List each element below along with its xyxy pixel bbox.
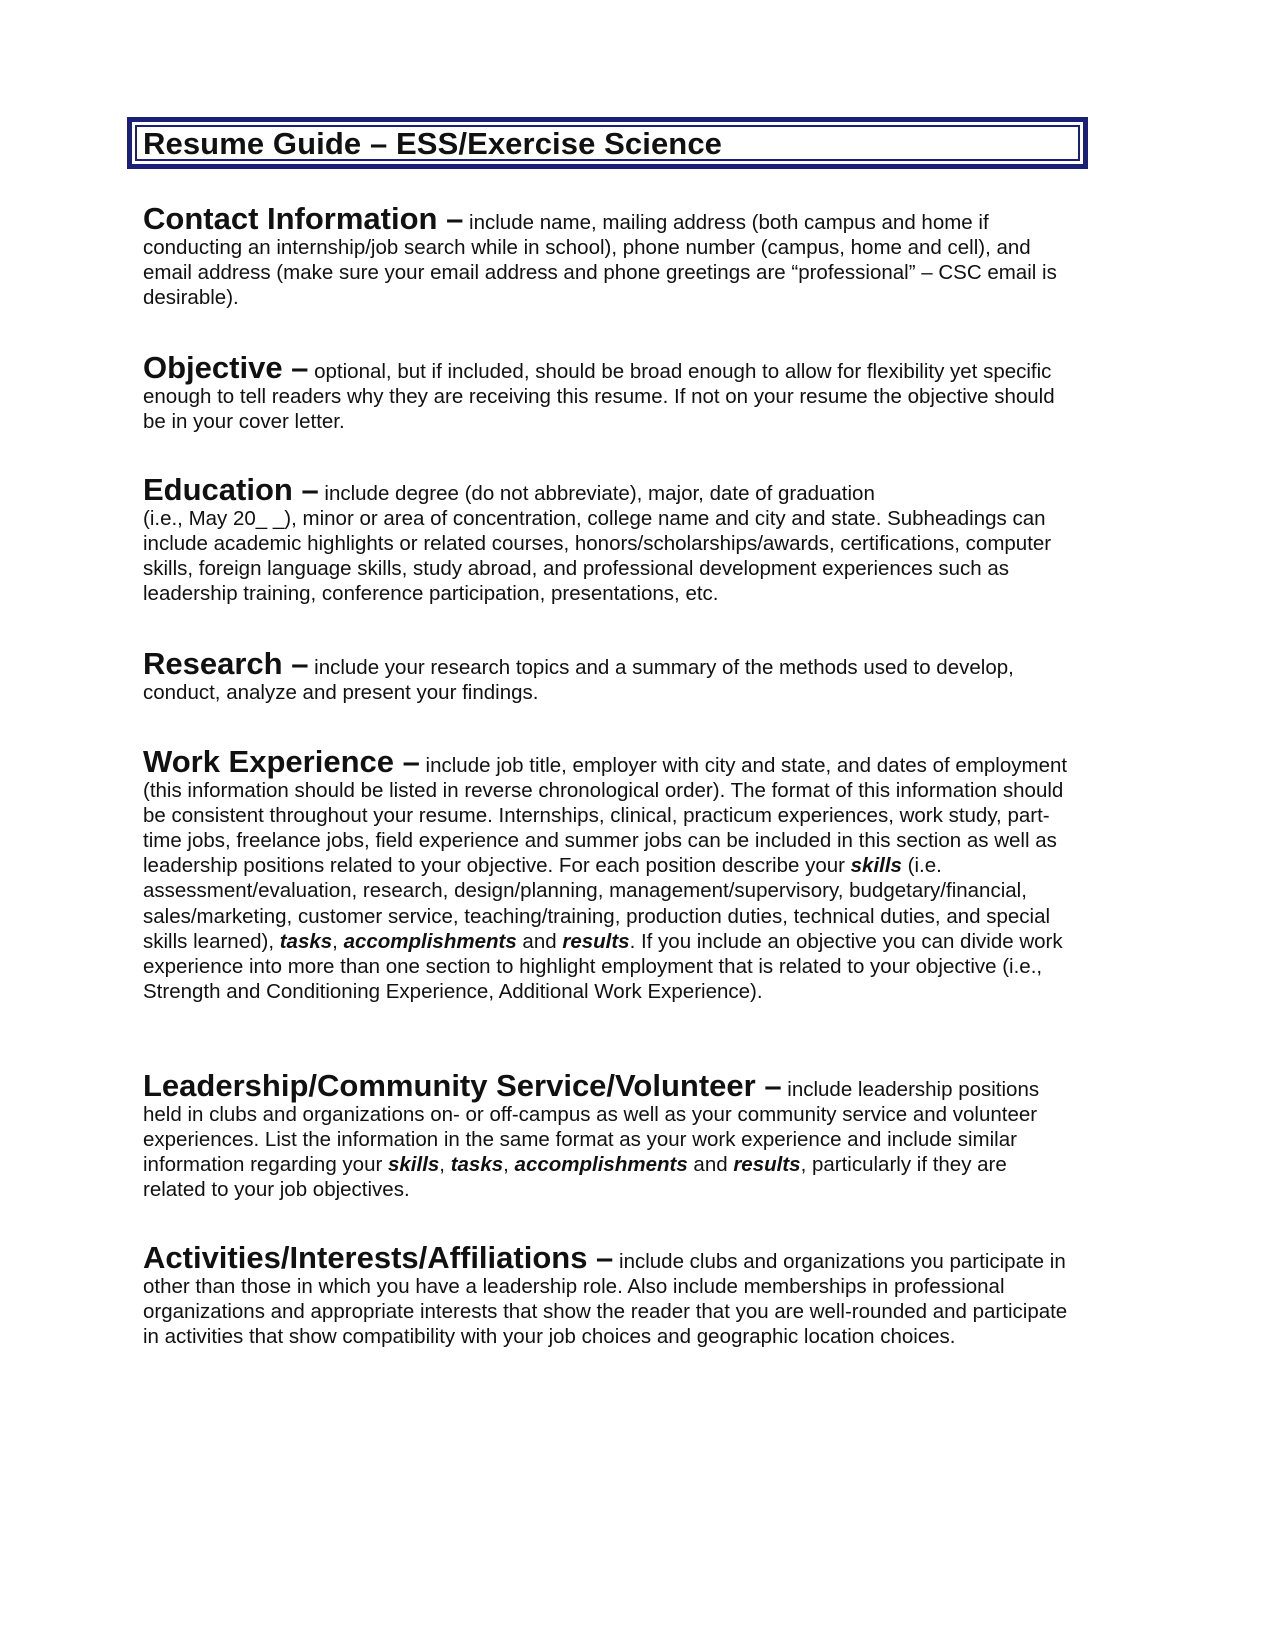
section-body-first-line: include degree (do not abbreviate), major, date of graduation <box>318 482 875 505</box>
page-title: Resume Guide – ESS/Exercise Science <box>143 126 723 161</box>
section-heading: Research – <box>143 646 309 681</box>
section-body: include name, mailing address (both campus and home if conducting an internship/job search while in school), phone number (campus, home and cell), and email address (make sure your email address and phone greetings are “professional” – CSC email is desirable). <box>143 211 1057 310</box>
section-body: (i.e., May 20_ _), minor or area of concentration, college name and city and state. Subheadings can include academic highlights or related courses, honors/scholarships/awards, certifications, computer skills, foreign language skills, study abroad, and professional development experiences such as leadership training, conference participation, presentations, etc. <box>143 507 1052 606</box>
emphasis-accomplishments: accomplishments <box>514 1153 688 1177</box>
section-body: (i.e. assessment/evaluation, research, design/planning, management/supervisory, budgetary/financial, sales/marketing, customer service, teaching/training, production duties, technical duties, and special skills learned), <box>143 854 1051 953</box>
section-body: include job title, employer with city and state, and dates of employment (this information should be listed in reverse chronological order). The format of this information should be consistent throughout your resume. Internships, clinical, practicum experiences, work study, part-time jobs, freelance jobs, field experience and summer jobs can be included in this section as well as leadership positions related to your objective. For each position describe your <box>143 754 1068 878</box>
section-heading: Activities/Interests/Affiliations – <box>143 1240 614 1275</box>
separator: , <box>503 1153 515 1177</box>
section-body: and <box>516 929 563 953</box>
section-body: , particularly if they are related to your job objectives. <box>143 1153 1007 1202</box>
section-body: optional, but if included, should be broad enough to allow for flexibility yet specific enough to tell readers why they are receiving this resume. If not on your resume the objective should be in your cover letter. <box>143 360 1055 434</box>
section-leadership-community-service <box>143 1068 1073 1202</box>
emphasis-results: results <box>733 1153 801 1177</box>
separator: , <box>439 1153 451 1177</box>
separator: and <box>687 1153 734 1177</box>
section-activities-interests-affiliations <box>143 1240 1073 1349</box>
emphasis-accomplishments: accomplishments <box>343 929 517 953</box>
section-body: include leadership positions held in clubs and organizations on- or off-campus as well as your community service and volunteer experiences. List the information in the same format as your work experience and include similar information regarding your <box>143 1078 1040 1177</box>
section-heading: Work Experience – <box>143 744 420 779</box>
section-heading: Contact Information – <box>143 201 464 236</box>
section-body: include clubs and organizations you participate in other than those in which you have a leadership role. Also include memberships in professional organizations and appropriate interests that show the reader that you are well-rounded and participate in activities that show compatibility with your job choices and geographic location choices. <box>143 1250 1068 1349</box>
section-contact-information <box>143 201 1073 310</box>
emphasis-results: results <box>562 929 630 953</box>
section-research <box>143 646 1073 705</box>
section-heading: Leadership/Community Service/Volunteer – <box>143 1068 782 1103</box>
section-objective <box>143 350 1073 434</box>
emphasis-tasks: tasks <box>279 929 333 953</box>
section-body: . If you include an objective you can divide work experience into more than one section to highlight employment that is related to your objective (i.e., Strength and Conditioning Experience, Additional Work Experience). <box>143 929 1063 1003</box>
emphasis-skills: skills <box>850 854 902 878</box>
section-body: , <box>332 929 344 953</box>
section-education <box>143 472 1073 606</box>
emphasis-skills: skills <box>388 1153 440 1177</box>
section-heading: Objective – <box>143 350 309 385</box>
emphasis-tasks: tasks <box>450 1153 504 1177</box>
section-heading: Education – <box>143 472 319 507</box>
section-body: include your research topics and a summary of the methods used to develop, conduct, analyze and present your findings. <box>143 656 1014 705</box>
section-work-experience <box>143 744 1073 1004</box>
